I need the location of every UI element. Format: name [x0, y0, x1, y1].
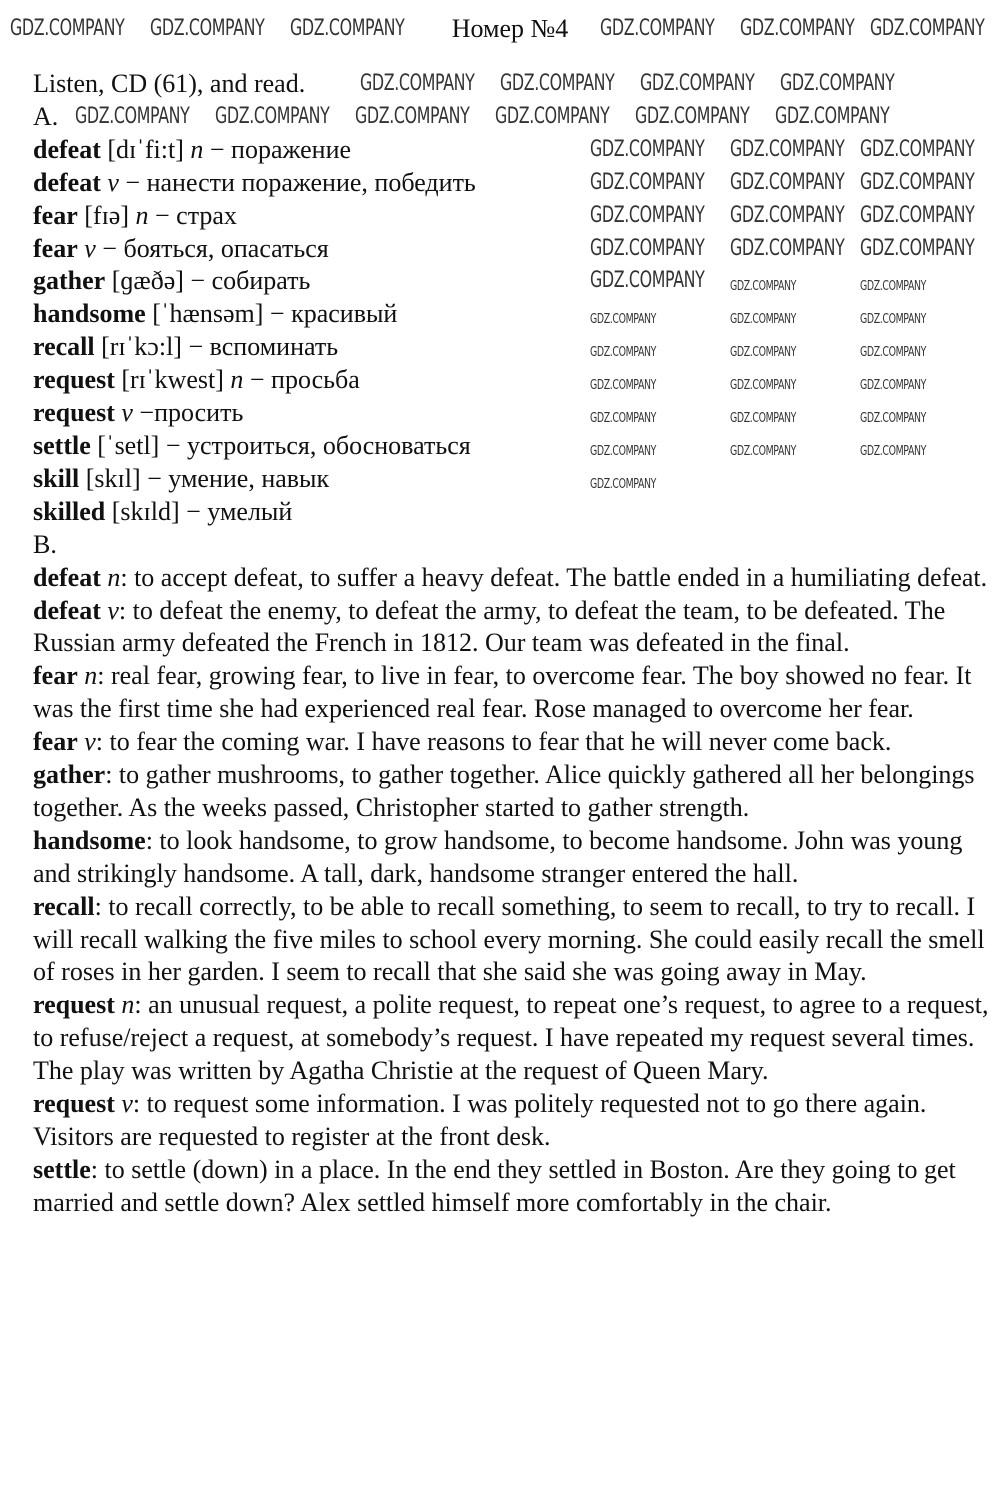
part-of-speech: v — [121, 398, 133, 428]
usage-entry — [33, 1088, 990, 1154]
watermark-text: GDZ.COMPANY — [590, 378, 657, 394]
vocab-word: gather — [33, 266, 106, 296]
watermark-text: GDZ.COMPANY — [730, 169, 845, 195]
watermark-text: GDZ.COMPANY — [730, 345, 797, 361]
usage-text: : real fear, growing fear, to live in fear, to overcome fear. The boy showed no fear. It was the first time she had experienced real fear. Rose managed to overcome her fear. — [33, 661, 972, 724]
watermark-text: GDZ.COMPANY — [215, 103, 330, 129]
usage-word: fear — [33, 661, 78, 691]
part-of-speech: v — [107, 595, 119, 625]
watermark-text: GDZ.COMPANY — [640, 71, 755, 96]
watermark-text: GDZ.COMPANY — [730, 312, 797, 328]
vocab-translation: −просить — [132, 398, 244, 428]
usage-word: defeat — [33, 595, 101, 625]
watermark-text: GDZ.COMPANY — [590, 202, 705, 228]
usage-text: : to request some information. I was politely requested not to go there again. Visitors are requested to register at the front desk. — [33, 1089, 927, 1151]
watermark-text: GDZ.COMPANY — [730, 279, 797, 295]
usage-examples — [33, 562, 990, 1220]
vocab-translation: − бояться, опасаться — [95, 233, 329, 263]
vocab-entry — [33, 265, 310, 298]
vocab-transcription: [ɡæðə] − собирать — [105, 266, 311, 296]
usage-word: gather — [33, 760, 106, 790]
vocab-entry — [33, 397, 243, 430]
part-of-speech: v — [107, 167, 119, 197]
vocab-word: settle — [33, 430, 91, 460]
vocabulary-list — [33, 134, 990, 529]
watermark-text: GDZ.COMPANY — [740, 16, 855, 41]
watermark-text: GDZ.COMPANY — [860, 279, 927, 295]
vocab-word: fear — [33, 200, 78, 230]
section-b-label: B. — [33, 529, 57, 559]
usage-entry — [33, 1154, 990, 1220]
part-of-speech: n — [84, 661, 98, 691]
watermark-text: GDZ.COMPANY — [355, 103, 470, 129]
watermark-text: GDZ.COMPANY — [590, 443, 657, 459]
watermark-text: GDZ.COMPANY — [860, 169, 975, 195]
watermark-text: GDZ.COMPANY — [870, 16, 985, 41]
vocab-entry — [33, 463, 329, 496]
vocab-transcription: [dɪˈfi:t] — [100, 134, 191, 164]
section-a-label: A. — [33, 101, 59, 131]
watermark-text: GDZ.COMPANY — [860, 136, 975, 162]
watermark-text: GDZ.COMPANY — [860, 443, 927, 459]
watermark-text: GDZ.COMPANY — [590, 235, 705, 261]
watermark-text: GDZ.COMPANY — [860, 345, 927, 361]
watermark-text: GDZ.COMPANY — [730, 443, 797, 459]
watermark-text: GDZ.COMPANY — [780, 71, 895, 96]
watermark-text: GDZ.COMPANY — [495, 103, 610, 129]
watermark-text: GDZ.COMPANY — [635, 103, 750, 129]
vocab-entry — [33, 496, 292, 529]
watermark-text: GDZ.COMPANY — [590, 312, 657, 328]
vocab-transcription: [skɪld] − умелый — [105, 496, 293, 526]
vocab-word: defeat — [33, 167, 101, 197]
part-of-speech: n — [121, 990, 135, 1020]
watermark-text: GDZ.COMPANY — [590, 136, 705, 162]
watermark-text: GDZ.COMPANY — [730, 202, 845, 228]
usage-entry — [33, 759, 990, 825]
watermark-text: GDZ.COMPANY — [590, 476, 657, 492]
usage-text: : an unusual request, a polite request, to repeat one’s request, to agree to a request, to refuse/reject a request, at somebody’s request. I have repeated my request several times. The play was written by Agatha Christie at the request of Queen Mary. — [33, 990, 989, 1086]
vocab-transcription: [rɪˈkɔ:l] − вспоминать — [94, 332, 339, 362]
part-of-speech: v — [84, 233, 96, 263]
vocab-entry — [33, 298, 397, 331]
usage-entry — [33, 726, 990, 759]
usage-text: : to gather mushrooms, to gather together. Alice quickly gathered all her belongings together. As the weeks passed, Christopher started to gather strength. — [33, 760, 975, 822]
vocab-entry — [33, 331, 338, 364]
vocab-entry — [33, 167, 476, 200]
watermark-text: GDZ.COMPANY — [730, 235, 845, 261]
document-body — [33, 68, 990, 1220]
vocab-transcription: [skɪl] − умение, навык — [79, 463, 330, 493]
watermark-text: GDZ.COMPANY — [150, 16, 265, 41]
watermark-text: GDZ.COMPANY — [500, 71, 615, 96]
part-of-speech: n — [230, 365, 244, 395]
usage-word: recall — [33, 891, 95, 921]
vocab-transcription: [ˈhænsəm] − красивый — [145, 299, 398, 329]
watermark-text: GDZ.COMPANY — [860, 378, 927, 394]
vocab-entry — [33, 233, 329, 266]
usage-text: : to accept defeat, to suffer a heavy defeat. The battle ended in a humiliating defeat. — [120, 562, 988, 592]
watermark-text: GDZ.COMPANY — [590, 268, 705, 294]
usage-text: : to defeat the enemy, to defeat the army, to defeat the team, to be defeated. The Russian army defeated the French in 1812. Our team was defeated in the final. — [33, 595, 946, 658]
vocab-transcription: [fɪə] — [77, 200, 136, 230]
vocab-transcription: [rɪˈkwest] — [114, 365, 231, 395]
vocab-word: request — [33, 398, 115, 428]
watermark-text: GDZ.COMPANY — [600, 16, 715, 41]
watermark-text: GDZ.COMPANY — [590, 345, 657, 361]
part-of-speech: n — [135, 200, 149, 230]
part-of-speech: v — [84, 727, 96, 757]
vocab-entry — [33, 364, 360, 397]
usage-entry — [33, 562, 990, 595]
part-of-speech: n — [107, 562, 121, 592]
intro-line: Listen, CD (61), and read. — [33, 69, 306, 98]
watermark-text: GDZ.COMPANY — [75, 103, 190, 129]
usage-word: request — [33, 1089, 115, 1119]
watermark-text: GDZ.COMPANY — [860, 235, 975, 261]
vocab-translation: − поражение — [203, 134, 352, 164]
watermark-text: GDZ.COMPANY — [775, 103, 890, 129]
vocab-word: skill — [33, 463, 80, 493]
watermark-text: GDZ.COMPANY — [860, 411, 927, 426]
usage-word: fear — [33, 727, 78, 757]
part-of-speech: v — [121, 1089, 133, 1119]
vocab-translation: − страх — [148, 200, 237, 230]
usage-entry — [33, 660, 990, 726]
watermark-text: GDZ.COMPANY — [360, 71, 475, 96]
watermark-text: GDZ.COMPANY — [10, 16, 125, 41]
vocab-word: fear — [33, 233, 78, 263]
vocab-word: recall — [33, 332, 95, 362]
vocab-entry — [33, 200, 237, 233]
watermark-text: GDZ.COMPANY — [730, 378, 797, 394]
vocab-word: defeat — [33, 134, 101, 164]
watermark-text: GDZ.COMPANY — [590, 411, 657, 426]
usage-entry — [33, 825, 990, 891]
usage-word: defeat — [33, 562, 101, 592]
watermark-text: GDZ.COMPANY — [730, 411, 797, 426]
usage-text: : to look handsome, to grow handsome, to become handsome. John was young and strikingly handsome. A tall, dark, handsome stranger entered the hall. — [33, 825, 963, 888]
vocab-word: handsome — [33, 299, 146, 329]
usage-entry — [33, 595, 990, 661]
usage-entry — [33, 891, 990, 990]
part-of-speech: n — [190, 134, 204, 164]
vocab-entry — [33, 430, 471, 463]
vocab-translation: − нанести поражение, победить — [118, 167, 476, 197]
usage-text: : to recall correctly, to be able to recall something, to seem to recall, to try to recall. I will recall walking the five miles to school every morning. She could easily recall the smell of roses in her garden. I seem to recall that she said she was going away in May. — [33, 891, 985, 987]
watermark-text: GDZ.COMPANY — [590, 169, 705, 195]
watermark-text: GDZ.COMPANY — [730, 136, 845, 162]
vocab-transcription: [ˈsetl] − устроиться, обосноваться — [90, 430, 471, 460]
usage-word: settle — [33, 1154, 91, 1184]
vocab-word: skilled — [33, 496, 106, 526]
usage-text: : to settle (down) in a place. In the end they settled in Boston. Are they going to get married and settle down? Alex settled himself more comfortably in the chair. — [33, 1154, 956, 1217]
vocab-translation: − просьба — [243, 365, 360, 395]
usage-word: request — [33, 990, 115, 1020]
usage-entry — [33, 989, 990, 1088]
watermark-text: GDZ.COMPANY — [860, 312, 927, 328]
usage-word: handsome — [33, 825, 146, 855]
usage-text: : to fear the coming war. I have reasons to fear that he will never come back. — [95, 727, 892, 757]
vocab-entry — [33, 134, 351, 167]
page-title: Номер №4 — [451, 14, 569, 43]
vocab-word: request — [33, 365, 115, 395]
watermark-text: GDZ.COMPANY — [860, 202, 975, 228]
watermark-text: GDZ.COMPANY — [290, 16, 405, 41]
